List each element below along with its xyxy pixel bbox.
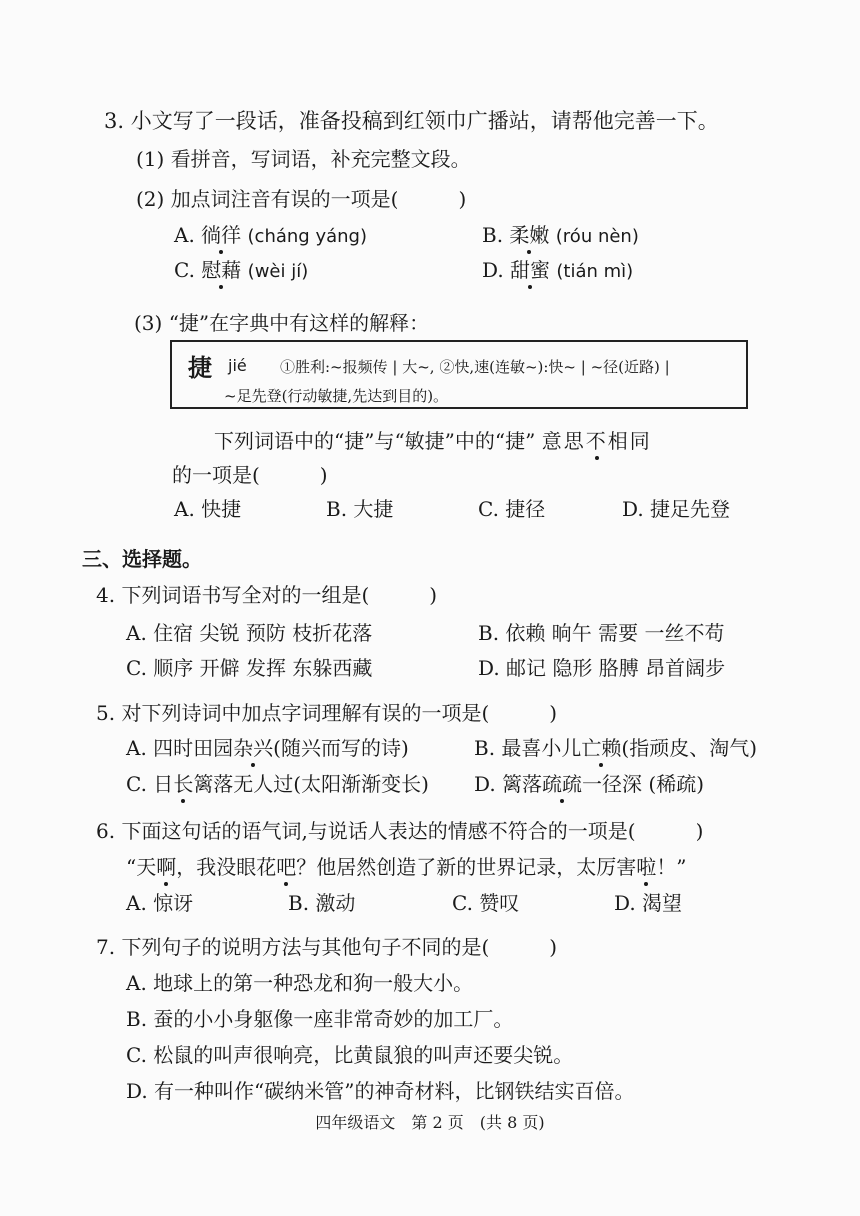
q3-p3-option-a[interactable]: A. 快捷 bbox=[174, 497, 242, 521]
pinyin: (róu nèn) bbox=[555, 226, 639, 247]
dotted-particle: 吧 bbox=[276, 855, 297, 879]
option-text: C. 日 bbox=[126, 772, 174, 796]
q4-stem: 4. 下列词语书写全对的一组是( ) bbox=[96, 583, 438, 607]
q5-option-d[interactable] bbox=[474, 771, 704, 797]
q3-part1: (1) 看拼音，写词语，补充完整文段。 bbox=[136, 147, 471, 171]
option-text: D. 篱落 bbox=[474, 772, 543, 796]
option-text: B. 最喜小儿 bbox=[474, 736, 582, 760]
option-text: A. 四时田园 bbox=[126, 736, 234, 760]
dotted-word: 徜徉 bbox=[201, 223, 242, 247]
q5-option-c[interactable] bbox=[126, 771, 429, 797]
dotted-word: 柔嫩 bbox=[509, 223, 550, 247]
q5-option-b[interactable] bbox=[474, 735, 757, 761]
q3-p3-option-d[interactable]: D. 捷足先登 bbox=[622, 497, 731, 521]
q6-option-a[interactable]: A. 惊讶 bbox=[126, 891, 194, 915]
option-text: 一径深 (稀疏) bbox=[582, 772, 705, 796]
dotted-word: 亡赖 bbox=[581, 736, 622, 760]
q7-option-b[interactable]: B. 蚕的小小身躯像一座非常奇妙的加工厂。 bbox=[126, 1007, 514, 1031]
q4-option-c[interactable]: C. 顺序 开僻 发挥 东躲西藏 bbox=[126, 656, 373, 680]
dotted-phrase: 意思不相同 bbox=[541, 429, 652, 453]
dict-pinyin: jié bbox=[228, 356, 247, 375]
dictionary-entry-box bbox=[170, 340, 748, 409]
sentence-text: “天 bbox=[126, 855, 157, 879]
dotted-word: 慰藉 bbox=[201, 258, 242, 282]
option-label: D. bbox=[482, 258, 504, 282]
dict-char: 捷 bbox=[188, 353, 212, 382]
q6-option-d[interactable]: D. 渴望 bbox=[614, 891, 683, 915]
q6-stem: 6. 下面这句话的语气词,与说话人表达的情感不符合的一项是( ) bbox=[96, 819, 704, 843]
q4-option-b[interactable]: B. 依赖 晌午 需要 一丝不苟 bbox=[478, 621, 725, 645]
q4-option-d[interactable]: D. 邮记 隐形 胳膊 昂首阔步 bbox=[478, 656, 726, 680]
q3-p3-question-line2: 的一项是( ) bbox=[172, 463, 328, 487]
q6-sentence bbox=[126, 854, 686, 880]
option-text: (随兴而写的诗) bbox=[273, 736, 409, 760]
dict-definition-2: ~足先登(行动敏捷,先达到目的)。 bbox=[224, 387, 449, 405]
q3-p2-option-b[interactable] bbox=[482, 222, 639, 250]
dict-definition-1: ①胜利:~报频传 | 大~, ②快,速(连敏~):快~ | ~径(近路) | bbox=[280, 358, 670, 376]
dotted-word: 甜蜜 bbox=[510, 258, 551, 282]
q3-p3-option-c[interactable]: C. 捷径 bbox=[478, 497, 546, 521]
option-text: 篱落无人过(太阳渐渐变长) bbox=[193, 772, 429, 796]
option-text: (指顽皮、淘气) bbox=[621, 736, 758, 760]
q3-p3-question-line1 bbox=[214, 428, 652, 454]
page-footer: 四年级语文 第 2 页 (共 8 页) bbox=[315, 1113, 545, 1132]
option-label: C. bbox=[174, 258, 195, 282]
q6-option-c[interactable]: C. 赞叹 bbox=[452, 891, 520, 915]
q6-option-b[interactable]: B. 激动 bbox=[288, 891, 356, 915]
q5-stem: 5. 对下列诗词中加点字词理解有误的一项是( ) bbox=[96, 701, 558, 725]
q7-option-c[interactable]: C. 松鼠的叫声很响亮，比黄鼠狼的叫声还要尖锐。 bbox=[126, 1043, 574, 1067]
dotted-word: 疏疏 bbox=[542, 772, 583, 796]
q7-option-a[interactable]: A. 地球上的第一种恐龙和狗一般大小。 bbox=[126, 971, 474, 995]
option-label: A. bbox=[174, 223, 195, 247]
sentence-text: ？他居然创造了新的世界记录，太厉害 bbox=[296, 855, 637, 879]
question-text: 下列词语中的“捷”与“敏捷”中的“捷” bbox=[214, 429, 536, 453]
q3-part2: (2) 加点词注音有误的一项是( ) bbox=[136, 187, 467, 211]
pinyin: (cháng yáng) bbox=[247, 226, 367, 247]
q3-p2-option-a[interactable] bbox=[174, 222, 367, 250]
q3-stem: 3. 小文写了一段话，准备投稿到红领巾广播站，请帮他完善一下。 bbox=[104, 109, 719, 133]
q7-option-d[interactable]: D. 有一种叫作“碳纳米管”的神奇材料，比钢铁结实百倍。 bbox=[126, 1079, 635, 1103]
q3-p2-option-c[interactable] bbox=[174, 257, 308, 285]
sentence-text: ，我没眼花 bbox=[176, 855, 277, 879]
q7-stem: 7. 下列句子的说明方法与其他句子不同的是( ) bbox=[96, 935, 558, 959]
dotted-particle: 啦 bbox=[636, 855, 657, 879]
pinyin: (wèi jí) bbox=[247, 261, 309, 282]
q3-part3: (3) “捷”在字典中有这样的解释： bbox=[134, 311, 430, 335]
dotted-word: 杂兴 bbox=[233, 736, 274, 760]
pinyin: (tián mì) bbox=[556, 261, 634, 282]
option-label: B. bbox=[482, 223, 504, 247]
q4-option-a[interactable]: A. 住宿 尖锐 预防 枝折花落 bbox=[126, 621, 373, 645]
dotted-word: 长 bbox=[173, 772, 194, 796]
sentence-text: ！” bbox=[656, 855, 687, 879]
section-heading: 三、选择题。 bbox=[82, 547, 202, 571]
q3-p2-option-d[interactable] bbox=[482, 257, 633, 285]
dotted-particle: 啊 bbox=[156, 855, 177, 879]
q5-option-a[interactable] bbox=[126, 735, 409, 761]
q3-p3-option-b[interactable]: B. 大捷 bbox=[326, 497, 394, 521]
